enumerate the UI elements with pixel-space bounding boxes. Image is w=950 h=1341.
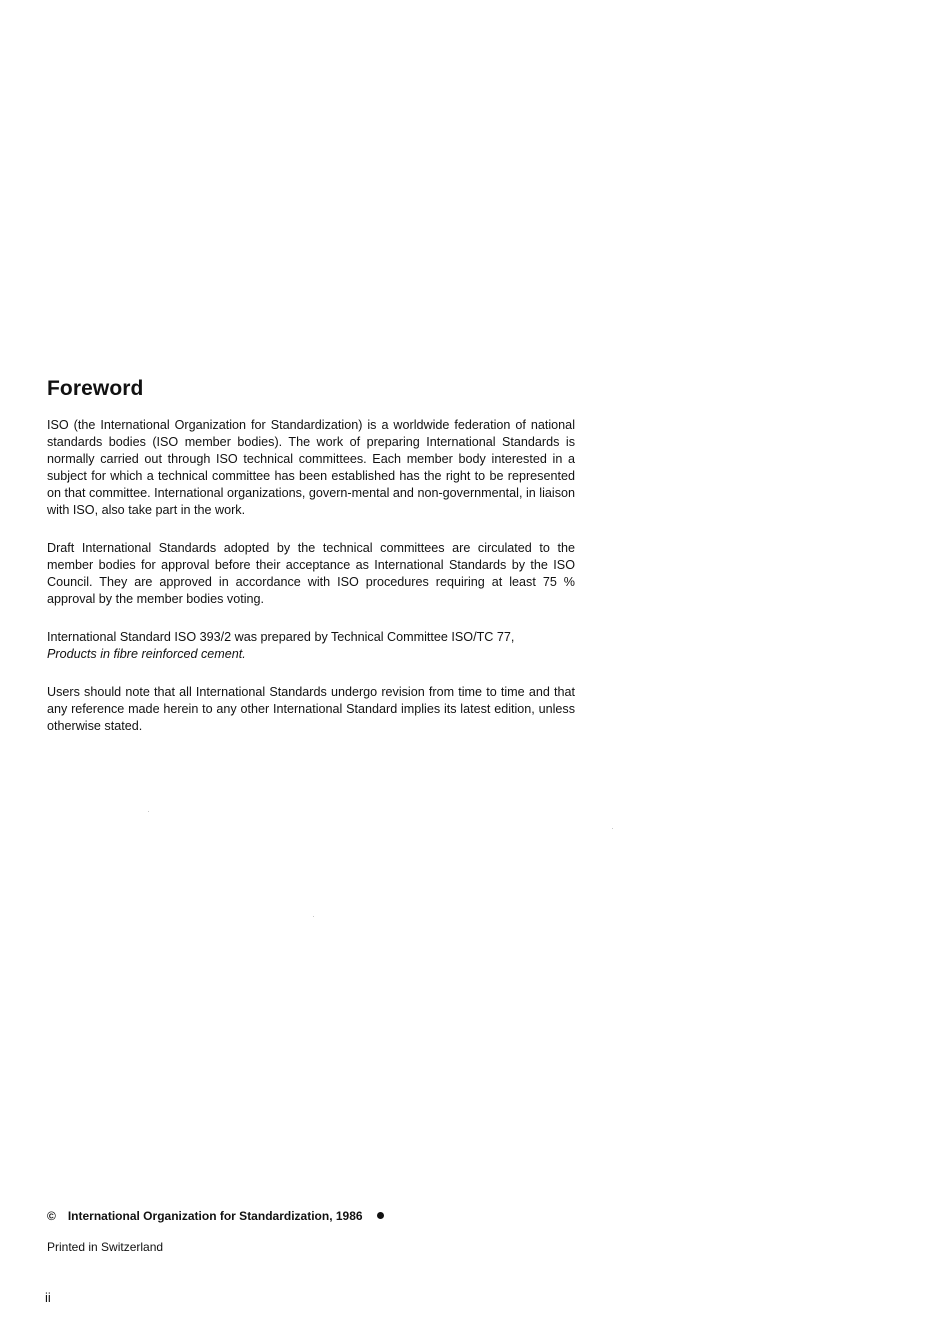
foreword-paragraph-preparation: [47, 629, 575, 663]
scan-speck: [148, 811, 149, 812]
copyright-symbol: ©: [47, 1209, 56, 1223]
committee-title: Products in fibre reinforced cement.: [47, 647, 246, 661]
copyright-line: [47, 1208, 384, 1225]
preparation-text: International Standard ISO 393/2 was prepared by Technical Committee ISO/TC 77,: [47, 630, 515, 644]
foreword-section: [47, 374, 575, 735]
foreword-paragraph-draft-standards: Draft International Standards adopted by the technical committees are circulated to the member bodies for approval before their acceptance as International Standards by the ISO Council. They are approved in accordance with ISO procedures requiring at least 75 % approval by the member bodies voting.: [47, 541, 575, 606]
copyright-text: International Organization for Standardization, 1986: [67, 1209, 363, 1223]
bullet-dot-icon: [377, 1212, 384, 1219]
foreword-paragraph-iso-federation: ISO (the International Organization for Standardization) is a worldwide federation of national standards bodies (ISO member bodies). The work of preparing International Standards is normally carried out through ISO technical committees. Each member body interested in a subject for which a technical committee has been established has the right to be represented on that committee. International organizations, govern-mental and non-governmental, in liaison with ISO, also take part in the work.: [47, 418, 575, 517]
scan-speck: [313, 916, 314, 917]
foreword-heading: Foreword: [47, 377, 144, 400]
foreword-paragraph-revision-note: Users should note that all International Standards undergo revision from time to time and that any reference made herein to any other International Standard implies its latest edition, unless otherwise stated.: [47, 685, 575, 733]
printed-in-note: Printed in Switzerland: [47, 1240, 164, 1254]
page-number: ii: [45, 1290, 51, 1305]
scan-speck: [612, 828, 613, 829]
